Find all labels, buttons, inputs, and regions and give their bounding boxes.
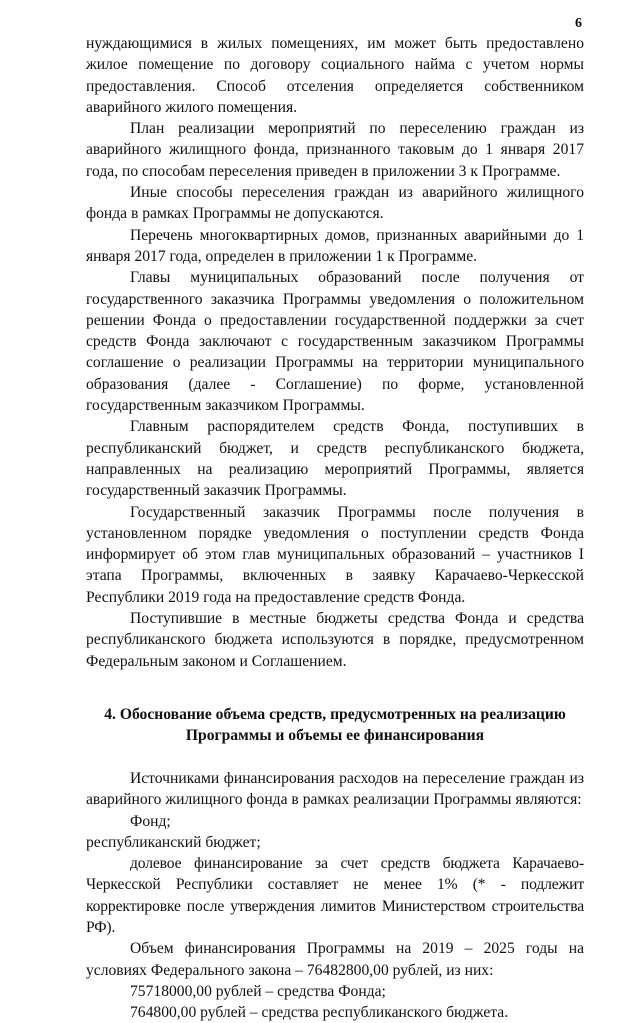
section-heading xyxy=(86,704,584,746)
paragraph-resettlement-plan: План реализации мероприятий по переселению граждан из аварийного жилищного фонда, признанного таковым до 1 января 2017 года, по способам переселения приведен в приложении 3 к Программе. xyxy=(86,120,584,180)
paragraph-local-budgets: Поступившие в местные бюджеты средства Фонда и средства республиканского бюджета используются в порядке, предусмотренном Федеральным законом и Соглашением. xyxy=(86,610,584,670)
paragraph-building-list: Перечень многоквартирных домов, признанных аварийными до 1 января 2017 года, определен в приложении 1 к Программе. xyxy=(86,226,584,265)
paragraph-state-customer: Государственный заказчик Программы после получения в установленном порядке уведомления о поступлении средств Фонда информирует об этом глав муниципальных образований – участников I этапа Программы, включенных в заявку Карачаево-Черкесской Республики 2019 года на предоставление средств Фонда. xyxy=(86,503,584,606)
section-heading-line2: Программы и объемы ее финансирования xyxy=(185,726,485,744)
paragraph-municipal-heads: Главы муниципальных образований после получения от государственного заказчика Программы уведомления о положительном решении Фонда о предоставлении государственной поддержки за счет средств Фонда заключают с государственным заказчиком Программы соглашение о реализации Программы на территории муниципального образования (далее - Соглашение) по форме, установленной государственным заказчиком Программы. xyxy=(86,269,584,415)
list-item-republic-budget: республиканский бюджет; xyxy=(86,833,261,851)
list-item-fund: Фонд; xyxy=(130,812,171,830)
paragraph-republic-amount: 764800,00 рублей – средства республиканского бюджета. xyxy=(130,1004,509,1022)
section-heading-line1: 4. Обоснование объема средств, предусмотренных на реализацию xyxy=(104,705,566,723)
document-body xyxy=(86,33,584,1023)
paragraph-fund-amount: 75718000,00 рублей – средства Фонда; xyxy=(130,982,386,1000)
list-item-shared-funding: долевое финансирование за счет средств бюджета Карачаево-Черкесской Республики составляет не менее 1% (* - подлежит корректировке после утверждения лимитов Министерством строительства РФ). xyxy=(86,855,584,936)
paragraph-funding-volume: Объем финансирования Программы на 2019 – 2025 годы на условиях Федерального закона – 76482800,00 рублей, из них: xyxy=(86,940,584,979)
paragraph-funding-sources: Источниками финансирования расходов на переселение граждан из аварийного жилищного фонда в рамках реализации Программы являются: xyxy=(86,769,584,809)
paragraph-other-methods: Иные способы переселения граждан из аварийного жилищного фонда в рамках Программы не допускаются. xyxy=(86,184,584,223)
paragraph-chief-manager: Главным распорядителем средств Фонда, поступивших в республиканский бюджет, и средств республиканского бюджета, направленных на реализацию мероприятий Программы, является государственный заказчик Программы. xyxy=(86,418,584,500)
page-number: 6 xyxy=(575,16,582,31)
paragraph-housing-continuation: нуждающимися в жилых помещениях, им может быть предоставлено жилое помещение по договору социального найма с учетом нормы предоставления. Способ отселения определяется собственником аварийного жилого помещения. xyxy=(86,35,584,116)
